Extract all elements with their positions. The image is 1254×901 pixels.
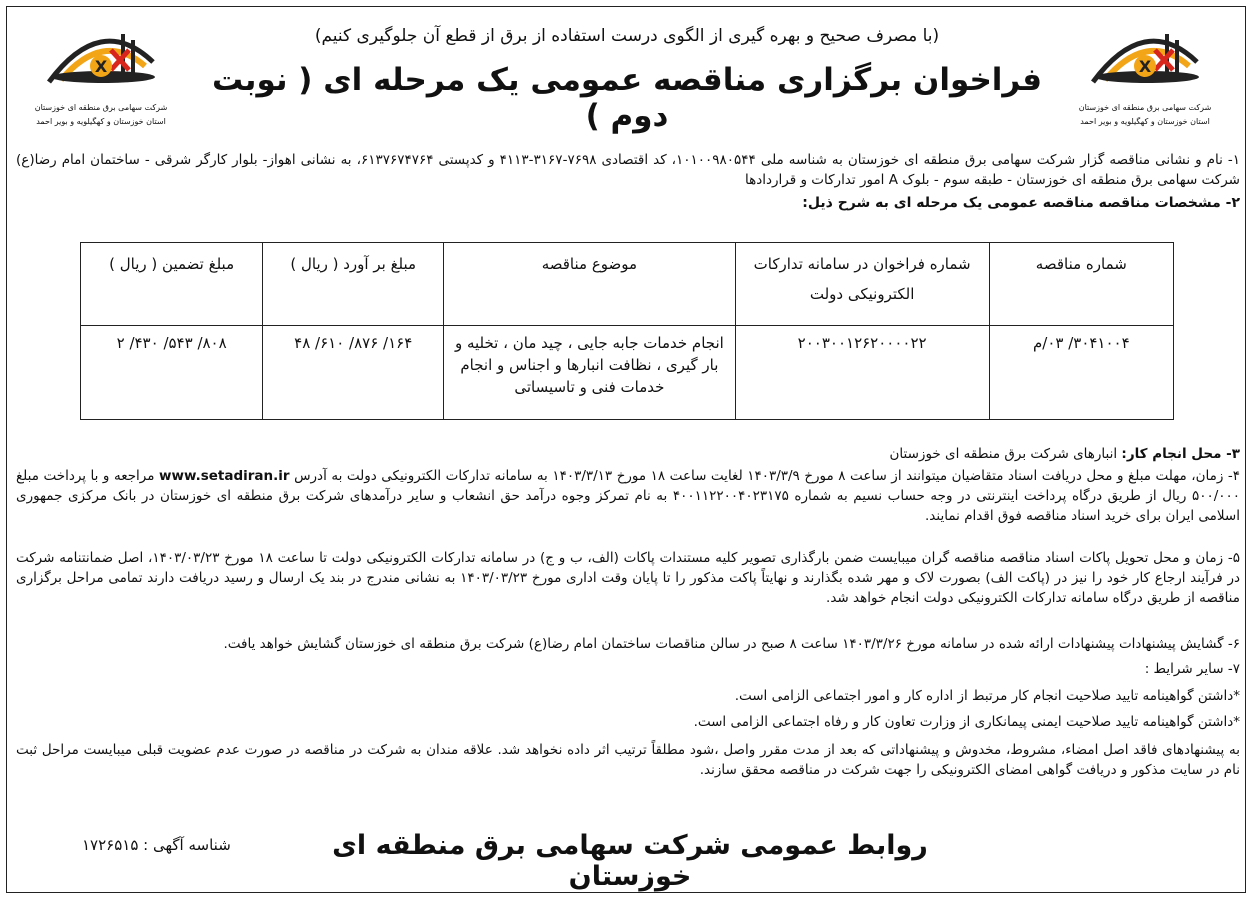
call-number-cell: ۲۰۰۳۰۰۱۲۶۲۰۰۰۰۲۲ xyxy=(735,326,989,420)
setadiran-link[interactable]: www.setadiran.ir xyxy=(159,468,290,484)
power-tower-logo-icon xyxy=(1085,22,1205,100)
power-tower-logo-icon xyxy=(41,22,161,100)
column-header: شماره فراخوان در سامانه تدارکات الکترونیکی دولت xyxy=(735,243,989,326)
section-6: ۶- گشایش پیشنهادات پیشنهادات ارائه شده در سامانه مورخ ۱۴۰۳/۳/۲۶ ساعت ۸ صبح در سالن مناقصات ساختمان امام رضا(ع) شرکت برق منطقه ای خوزستان گشایش خواهد یافت. xyxy=(223,636,1240,652)
tender-table xyxy=(80,242,1174,420)
svg-text:X: X xyxy=(1138,57,1152,76)
item-1-address: ۱- نام و نشانی مناقصه گزار شرکت سهامی برق منطقه ای خوزستان به شناسه ملی ۱۰۱۰۰۹۸۰۵۴۴، کد اقتصادی ۷۶۹۸-۳۱۶۷-۴۱۱۳ و کدپستی ۶۱۳۷۶۷۴۷۶۴، به نشانی اهواز- بلوار کارگر شرقی - ساختمان امام رضا(ع) شرکت سهامی برق منطقه ای خوزستان - طبقه سوم - بلوک A امور تدارکات و قراردادها xyxy=(16,152,1241,188)
logo-caption-line1: شرکت سهامی برق منطقه ای خوزستان xyxy=(1078,103,1212,112)
condition-1: *داشتن گواهینامه تایید صلاحیت انجام کار مرتبط از اداره کار و امور اجتماعی الزامی است. xyxy=(734,688,1240,704)
tender-number-cell: ۳۰۴۱۰۰۴/ ۰۳/م xyxy=(989,326,1173,420)
ad-id: شناسه آگهی : ۱۷۲۶۵۱۵ xyxy=(82,836,231,854)
rejection-note: به پیشنهادهای فاقد اصل امضاء، مشروط، مخدوش و پیشنهاداتی که بعد از مدت مقرر واصل ،شود مطلقاً ترتیب اثر داده نخواهد شد. علاقه مندان به شرکت در مناقصه در صورت عدم عضویت قبلی میبایست مراحل ثبت نام در سایت مذکور و دریافت گواهی امضای الکترونیکی را جهت شرکت در مناقصه محقق سازند. xyxy=(16,742,1240,778)
section-3-text: انبارهای شرکت برق منطقه ای خوزستان xyxy=(889,446,1122,462)
section-4-continuation: مراجعه و با پرداخت مبلغ ۵۰۰/۰۰۰ ریال از طریق درگاه پرداخت اینترنتی در وجه حساب نسیم به شماره ۴۰۰۱۱۲۲۰۰۴۰۲۳۱۷۵ به نام تمرکز وجوه درآمد حق انشعاب و سایر درآمدهای شرکت برق منطقه ای خوزستان در بانک مرکزی جمهوری اسلامی ایران برای خرید اسناد مناقصه فوق اقدام نمایند. xyxy=(16,468,1240,524)
section-3-label: ۳- محل انجام کار: xyxy=(1121,446,1240,462)
company-logo-left xyxy=(16,22,186,128)
table-row xyxy=(81,326,1174,420)
column-header: مبلغ تضمین ( ریال ) xyxy=(81,243,263,326)
company-logo-right xyxy=(1060,22,1230,128)
table-header-row xyxy=(81,243,1174,326)
column-header: مبلغ بر آورد ( ریال ) xyxy=(263,243,444,326)
item-2-heading: ۲- مشخصات مناقصه مناقصه عمومی یک مرحله ای به شرح ذیل: xyxy=(802,195,1240,211)
section-5: ۵- زمان و محل تحویل پاکات اسناد مناقصه مناقصه گران میبایست ضمن بارگذاری تصویر کلیه مستندات پاکات (الف، ب و ج) در سامانه تدارکات الکترونیکی دولت تا ساعت ۱۸ مورخ ۱۴۰۳/۰۳/۲۳، اصل ضمانتنامه شرکت در فرآیند ارجاع کار خود را نیز در (پاکت الف) بصورت لاک و مهر شده بگذارند و نهایتاً پاکت مذکور را تا پایان وقت اداری مورخ ۱۴۰۳/۰۳/۲۳ به نشانی مندرج در بند یک ارسال و رسید دریافت دارند تمامی مراحل برگزاری مناقصه از طریق درگاه سامانه تدارکات الکترونیکی دولت انجام خواهد شد. xyxy=(16,550,1240,606)
section-7: ۷- سایر شرایط : xyxy=(1144,661,1240,677)
page-title: فراخوان برگزاری مناقصه عمومی یک مرحله ای ( نوبت دوم ) xyxy=(211,62,1042,134)
svg-text:X: X xyxy=(94,57,108,76)
column-header: موضوع مناقصه xyxy=(444,243,735,326)
section-3 xyxy=(16,444,1240,464)
public-relations-signature: روابط عمومی شرکت سهامی برق منطقه ای خوزستان xyxy=(332,830,928,892)
column-header: شماره مناقصه xyxy=(989,243,1173,326)
guarantee-cell: ۸۰۸/ ۵۴۳/ ۴۳۰/ ۲ xyxy=(81,326,263,420)
estimate-cell: ۱۶۴/ ۸۷۶/ ۶۱۰/ ۴۸ xyxy=(263,326,444,420)
logo-caption-line2: استان خوزستان و کهگیلویه و بویر احمد xyxy=(1080,117,1210,126)
subject-cell: انجام خدمات جابه جایی ، چید مان ، تخلیه و بار گیری ، نظافت انبارها و اجناس و انجام خدمات فنی و تاسیساتی xyxy=(444,326,735,420)
condition-2: *داشتن گواهینامه تایید صلاحیت ایمنی پیمانکاری از وزارت تعاون کار و رفاه اجتماعی الزامی است. xyxy=(693,714,1240,730)
logo-caption-line2: استان خوزستان و کهگیلویه و بویر احمد xyxy=(36,117,166,126)
section-4 xyxy=(16,466,1240,526)
slogan-subtitle: (با مصرف صحیح و بهره گیری از الگوی درست استفاده از برق از قطع آن جلوگیری کنیم) xyxy=(314,26,940,46)
logo-caption-line1: شرکت سهامی برق منطقه ای خوزستان xyxy=(34,103,168,112)
section-4-text: ۴- زمان، مهلت مبلغ و محل دریافت اسناد متقاضیان میتوانند از ساعت ۸ مورخ ۱۴۰۳/۳/۹ لغایت ساعت ۱۸ مورخ ۱۴۰۳/۳/۱۳ به سامانه تدارکات الکترونیکی دولت به آدرس xyxy=(294,468,1240,484)
